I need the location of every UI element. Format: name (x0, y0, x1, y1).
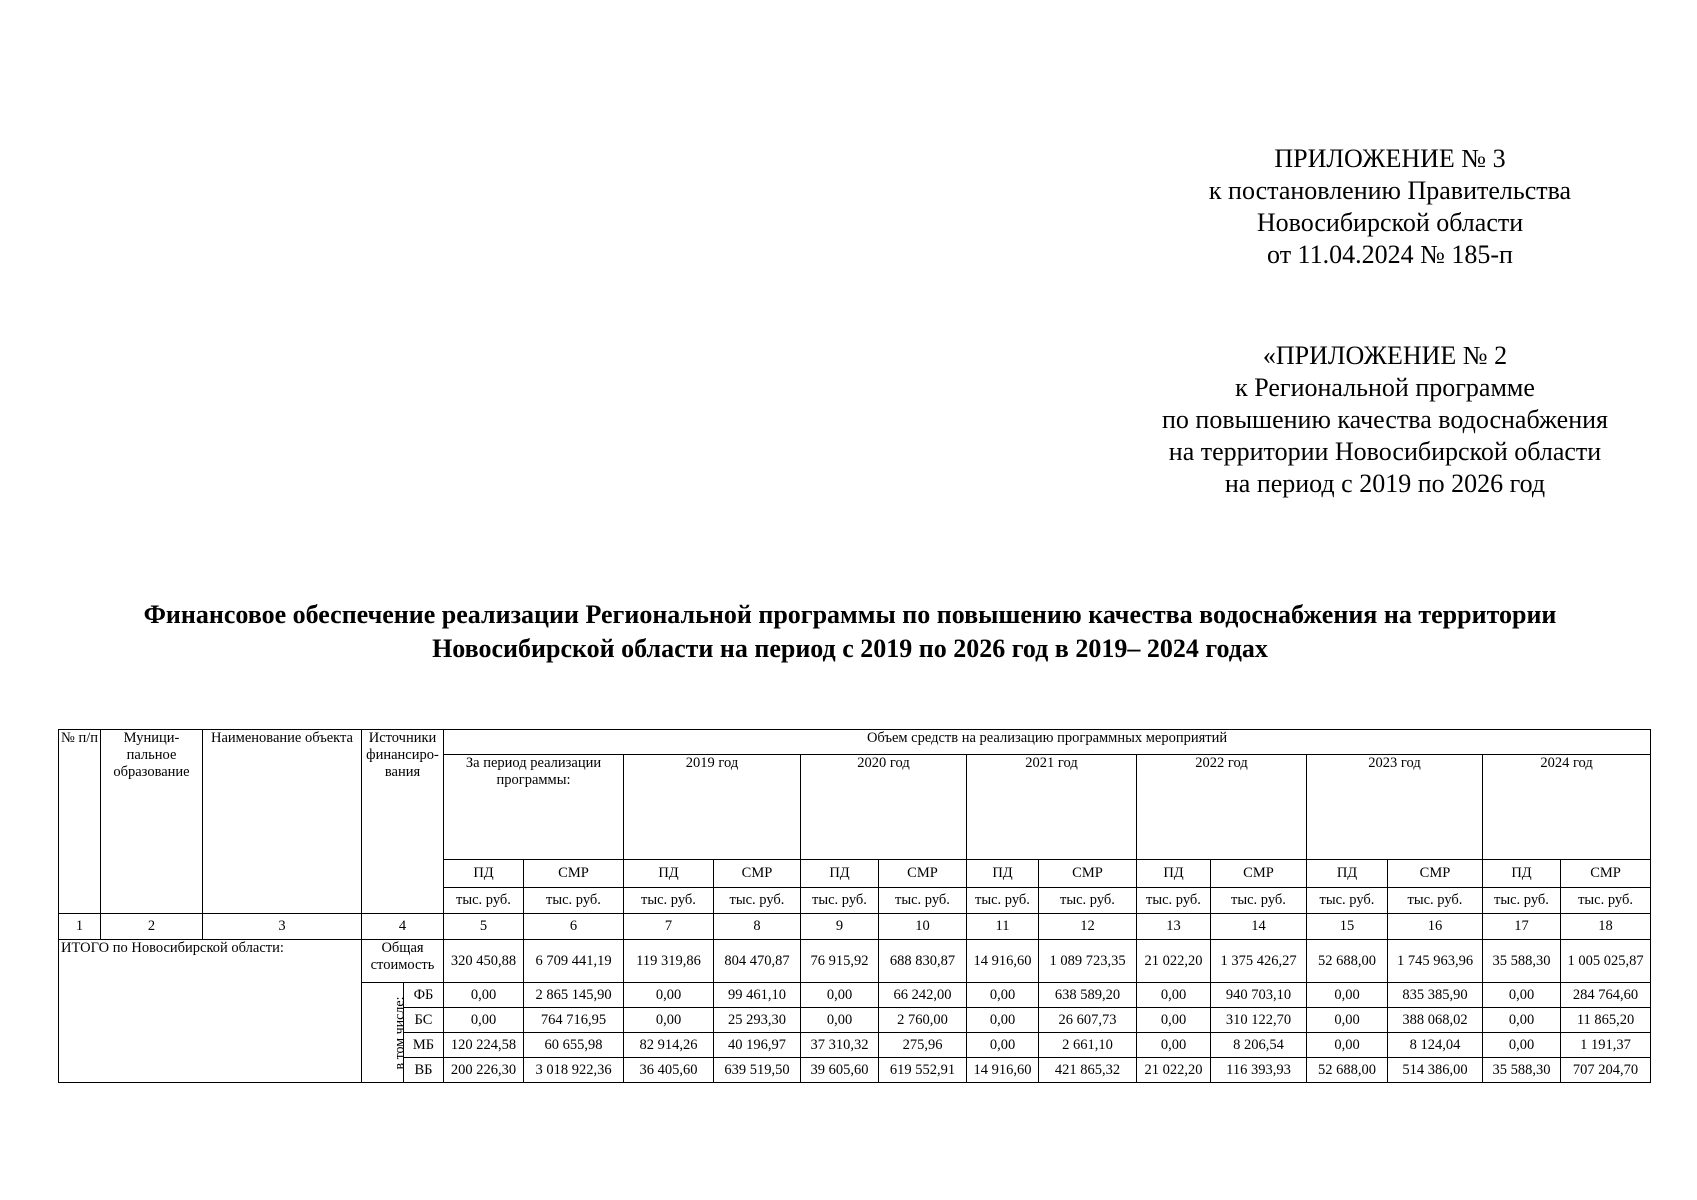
source-code: ФБ (404, 983, 444, 1008)
total-value: 35 588,30 (1483, 940, 1561, 983)
source-value: 200 226,30 (444, 1058, 524, 1083)
source-value: 0,00 (801, 1008, 879, 1033)
header-smr: СМР (1039, 860, 1137, 888)
total-value: 804 470,87 (714, 940, 801, 983)
total-value: 6 709 441,19 (524, 940, 624, 983)
total-value: 14 916,60 (967, 940, 1039, 983)
header-unit: тыс. руб. (1039, 888, 1137, 914)
header-unit: тыс. руб. (1307, 888, 1388, 914)
source-value: 0,00 (1137, 1008, 1211, 1033)
source-value: 0,00 (801, 983, 879, 1008)
header-year: 2021 год (967, 755, 1137, 860)
source-value: 37 310,32 (801, 1033, 879, 1058)
header-smr: СМР (524, 860, 624, 888)
header-pd: ПД (444, 860, 524, 888)
column-number: 6 (524, 914, 624, 940)
total-value: 1 005 025,87 (1561, 940, 1651, 983)
document-title-line: Новосибирской области на период с 2019 по 2026 год в 2019– 2024 годах (432, 634, 1268, 663)
source-value: 25 293,30 (714, 1008, 801, 1033)
header-municipality: Муници-пальное образование (101, 730, 203, 914)
source-value: 0,00 (624, 1008, 714, 1033)
source-code: МБ (404, 1033, 444, 1058)
column-number: 4 (362, 914, 444, 940)
column-number: 14 (1211, 914, 1307, 940)
source-value: 2 760,00 (879, 1008, 967, 1033)
header-year: 2022 год (1137, 755, 1307, 860)
source-value: 52 688,00 (1307, 1058, 1388, 1083)
source-value: 764 716,95 (524, 1008, 624, 1033)
header-unit: тыс. руб. (1388, 888, 1483, 914)
column-number: 8 (714, 914, 801, 940)
source-value: 0,00 (967, 1033, 1039, 1058)
source-value: 0,00 (444, 983, 524, 1008)
header-unit: тыс. руб. (1211, 888, 1307, 914)
header-year: 2019 год (624, 755, 801, 860)
annex-3-line: Новосибирской области (1256, 208, 1524, 237)
header-object-name: Наименование объекта (203, 730, 362, 914)
annex-3-heading (1170, 143, 1610, 271)
source-value: 35 588,30 (1483, 1058, 1561, 1083)
column-number: 10 (879, 914, 967, 940)
source-value: 99 461,10 (714, 983, 801, 1008)
header-year: 2024 год (1483, 755, 1651, 860)
header-unit: тыс. руб. (801, 888, 879, 914)
including-label-cell (362, 983, 408, 1083)
source-value: 0,00 (1483, 983, 1561, 1008)
source-value: 0,00 (444, 1008, 524, 1033)
source-value: 8 124,04 (1388, 1033, 1483, 1058)
header-smr: СМР (1211, 860, 1307, 888)
column-number: 5 (444, 914, 524, 940)
source-value: 2 865 145,90 (524, 983, 624, 1008)
source-value: 0,00 (1137, 983, 1211, 1008)
header-unit: тыс. руб. (444, 888, 524, 914)
source-value: 275,96 (879, 1033, 967, 1058)
header-volume: Объем средств на реализацию программных мероприятий (444, 730, 1651, 755)
column-number: 9 (801, 914, 879, 940)
source-value: 284 764,60 (1561, 983, 1651, 1008)
annex-2-line: к Региональной программе (1235, 373, 1535, 402)
source-value: 116 393,93 (1211, 1058, 1307, 1083)
annex-3-line: ПРИЛОЖЕНИЕ № 3 (1274, 144, 1506, 173)
header-smr: СМР (1561, 860, 1651, 888)
total-cost-label: Общая стоимость (362, 940, 444, 983)
source-value: 3 018 922,36 (524, 1058, 624, 1083)
source-value: 0,00 (967, 1008, 1039, 1033)
column-number: 2 (101, 914, 203, 940)
column-number: 3 (203, 914, 362, 940)
source-value: 14 916,60 (967, 1058, 1039, 1083)
source-value: 0,00 (967, 983, 1039, 1008)
source-value: 26 607,73 (1039, 1008, 1137, 1033)
source-value: 310 122,70 (1211, 1008, 1307, 1033)
total-value: 21 022,20 (1137, 940, 1211, 983)
header-pd: ПД (1307, 860, 1388, 888)
source-code: БС (404, 1008, 444, 1033)
header-pd: ПД (624, 860, 714, 888)
header-pd: ПД (801, 860, 879, 888)
total-value: 1 089 723,35 (1039, 940, 1137, 983)
header-unit: тыс. руб. (879, 888, 967, 914)
source-value: 0,00 (1137, 1033, 1211, 1058)
header-unit: тыс. руб. (714, 888, 801, 914)
annex-2-line: «ПРИЛОЖЕНИЕ № 2 (1262, 341, 1508, 370)
source-value: 8 206,54 (1211, 1033, 1307, 1058)
column-number-row (59, 914, 1651, 940)
header-year: 2020 год (801, 755, 967, 860)
source-value: 835 385,90 (1388, 983, 1483, 1008)
column-number: 15 (1307, 914, 1388, 940)
source-code: ВБ (404, 1058, 444, 1083)
header-period-total: За период реализации программы: (444, 755, 624, 860)
source-value: 0,00 (1307, 1008, 1388, 1033)
total-value: 688 830,87 (879, 940, 967, 983)
total-value: 119 319,86 (624, 940, 714, 983)
total-row (59, 940, 1651, 983)
annex-3-line: к постановлению Правительства (1208, 176, 1572, 205)
column-number: 12 (1039, 914, 1137, 940)
source-value: 11 865,20 (1561, 1008, 1651, 1033)
total-value: 76 915,92 (801, 940, 879, 983)
header-unit: тыс. руб. (1561, 888, 1651, 914)
total-value: 320 450,88 (444, 940, 524, 983)
column-number: 7 (624, 914, 714, 940)
annex-2-line: по повышению качества водоснабжения (1161, 405, 1608, 434)
source-value: 2 661,10 (1039, 1033, 1137, 1058)
source-value: 60 655,98 (524, 1033, 624, 1058)
column-number: 13 (1137, 914, 1211, 940)
total-value: 1 745 963,96 (1388, 940, 1483, 983)
source-value: 36 405,60 (624, 1058, 714, 1083)
source-value: 66 242,00 (879, 983, 967, 1008)
document-title-line: Финансовое обеспечение реализации Региональной программы по повышению качества водоснабжения на территории (143, 600, 1557, 629)
annex-2-heading (1120, 340, 1650, 500)
total-label: ИТОГО по Новосибирской области: (59, 940, 362, 1083)
header-unit: тыс. руб. (524, 888, 624, 914)
source-value: 940 703,10 (1211, 983, 1307, 1008)
source-value: 1 191,37 (1561, 1033, 1651, 1058)
source-value: 120 224,58 (444, 1033, 524, 1058)
source-value: 39 605,60 (801, 1058, 879, 1083)
column-number: 17 (1483, 914, 1561, 940)
header-pd: ПД (1483, 860, 1561, 888)
header-pd: ПД (1137, 860, 1211, 888)
document-title (60, 598, 1640, 666)
header-sources: Источники финансиро-вания (362, 730, 444, 914)
header-smr: СМР (879, 860, 967, 888)
source-value: 514 386,00 (1388, 1058, 1483, 1083)
source-value: 0,00 (1483, 1033, 1561, 1058)
source-value: 0,00 (1307, 1033, 1388, 1058)
header-unit: тыс. руб. (1137, 888, 1211, 914)
header-num: № п/п (59, 730, 101, 914)
source-value: 82 914,26 (624, 1033, 714, 1058)
header-smr: СМР (1388, 860, 1483, 888)
header-year: 2023 год (1307, 755, 1483, 860)
header-unit: тыс. руб. (1483, 888, 1561, 914)
annex-2-line: на период с 2019 по 2026 год (1224, 469, 1546, 498)
annex-2-line: на территории Новосибирской области (1168, 437, 1602, 466)
total-value: 52 688,00 (1307, 940, 1388, 983)
source-value: 638 589,20 (1039, 983, 1137, 1008)
source-value: 21 022,20 (1137, 1058, 1211, 1083)
source-value: 619 552,91 (879, 1058, 967, 1083)
annex-3-line: от 11.04.2024 № 185-п (1267, 240, 1513, 269)
source-value: 421 865,32 (1039, 1058, 1137, 1083)
column-number: 1 (59, 914, 101, 940)
source-value: 0,00 (1483, 1008, 1561, 1033)
financing-table (58, 729, 1651, 1083)
source-value: 388 068,02 (1388, 1008, 1483, 1033)
including-label: в том числе: (392, 996, 408, 1070)
source-value: 639 519,50 (714, 1058, 801, 1083)
source-value: 0,00 (624, 983, 714, 1008)
column-number: 11 (967, 914, 1039, 940)
column-number: 18 (1561, 914, 1651, 940)
total-value: 1 375 426,27 (1211, 940, 1307, 983)
source-value: 0,00 (1307, 983, 1388, 1008)
header-pd: ПД (967, 860, 1039, 888)
source-value: 40 196,97 (714, 1033, 801, 1058)
header-smr: СМР (714, 860, 801, 888)
column-number: 16 (1388, 914, 1483, 940)
header-unit: тыс. руб. (624, 888, 714, 914)
header-unit: тыс. руб. (967, 888, 1039, 914)
source-value: 707 204,70 (1561, 1058, 1651, 1083)
